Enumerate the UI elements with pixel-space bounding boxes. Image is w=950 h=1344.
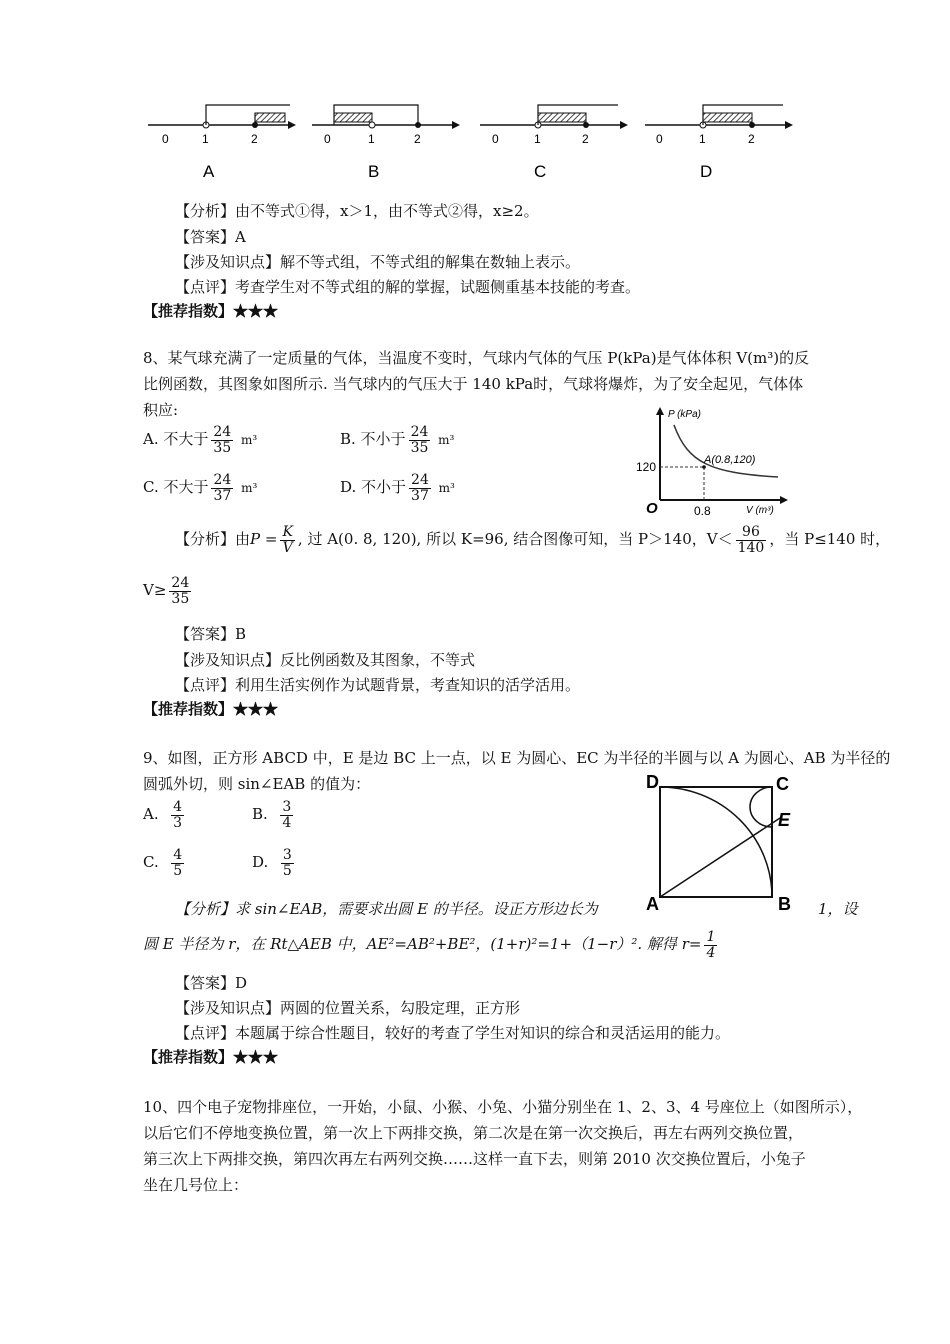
q9-analysis-part2: 1，设 bbox=[818, 900, 858, 918]
q8-answer: 【答案】B bbox=[175, 625, 247, 643]
q10-stem-line4: 坐在几号位上： bbox=[143, 1176, 249, 1194]
q8-rating: 【推荐指数】★★★ bbox=[143, 700, 279, 718]
q9-stem-line1: 9、如图，正方形 ABCD 中，E 是边 BC 上一点，以 E 为圆心、EC 为半径的半圆与以 A 为圆心、AB 为半径的 bbox=[143, 749, 891, 767]
frac-num: 24 bbox=[171, 575, 190, 591]
frac-den: 37 bbox=[213, 487, 232, 504]
number-line-d bbox=[645, 105, 793, 181]
q7-answer: 【答案】A bbox=[175, 228, 246, 246]
q9-knowledge: 【涉及知识点】两圆的位置关系，勾股定理，正方形 bbox=[175, 999, 521, 1017]
option-prefix: B. bbox=[252, 805, 268, 824]
q9-answer: 【答案】D bbox=[175, 974, 248, 992]
frac-num: 4 bbox=[173, 799, 183, 815]
analysis-text: , 过 A(0. 8, 120), 所以 K=96, 结合图像可知，当 P＞140，V＜ bbox=[297, 530, 733, 549]
q8-knowledge: 【涉及知识点】反比例函数及其图象，不等式 bbox=[175, 651, 476, 669]
frac-num: 1 bbox=[706, 929, 716, 945]
tick-1: 1 bbox=[202, 132, 209, 146]
q8-option-c[interactable] bbox=[143, 473, 257, 503]
q8-option-b[interactable] bbox=[340, 425, 454, 455]
option-label-d: D bbox=[700, 162, 713, 181]
number-line-a bbox=[148, 105, 296, 181]
unit: m³ bbox=[438, 433, 455, 448]
q8-analysis-cont bbox=[143, 576, 194, 606]
label-c: C bbox=[776, 774, 789, 794]
option-prefix: A. 不大于 bbox=[143, 430, 209, 449]
x-axis-label: V (m³) bbox=[746, 505, 774, 516]
frac-den: 4 bbox=[282, 814, 292, 831]
q9-option-c[interactable] bbox=[143, 848, 187, 878]
option-prefix: D. bbox=[252, 853, 269, 872]
frac-num: 3 bbox=[282, 847, 292, 863]
unit: m³ bbox=[241, 481, 258, 496]
q9-option-d[interactable] bbox=[252, 848, 297, 878]
square bbox=[660, 787, 772, 897]
tick-2: 2 bbox=[748, 132, 755, 146]
tick-0: 0 bbox=[324, 132, 331, 146]
x-tick-label: 0.8 bbox=[694, 504, 711, 518]
q7-comment: 【点评】考查学生对不等式组的解的掌握，试题侧重基本技能的考查。 bbox=[175, 278, 641, 296]
q9-option-a[interactable] bbox=[143, 800, 187, 830]
tick-1: 1 bbox=[368, 132, 375, 146]
tick-0: 0 bbox=[162, 132, 169, 146]
frac-num: 24 bbox=[213, 424, 232, 440]
frac-den: 5 bbox=[173, 862, 183, 879]
option-prefix: C. 不大于 bbox=[143, 478, 209, 497]
q8-stem-line1: 8、某气球充满了一定质量的气体，当温度不变时，气球内气体的气压 P(kPa)是气体体积 V(m³)的反 bbox=[143, 349, 810, 367]
q8-analysis bbox=[175, 525, 890, 555]
unit: m³ bbox=[240, 433, 258, 448]
line-ae bbox=[660, 818, 780, 897]
number-line-b bbox=[312, 105, 460, 181]
q9-rating: 【推荐指数】★★★ bbox=[143, 1048, 279, 1066]
arc-a bbox=[660, 787, 772, 897]
option-label-c: C bbox=[534, 162, 547, 181]
label-a: A bbox=[646, 894, 659, 914]
frac-den: 4 bbox=[706, 944, 716, 961]
tick-1: 1 bbox=[699, 132, 706, 146]
frac-den: 35 bbox=[410, 439, 429, 456]
q10-stem-line1: 10、四个电子宠物排座位，一开始，小鼠、小猴、小兔、小猫分别坐在 1、2、3、4 号座位上（如图所示）， bbox=[143, 1098, 863, 1116]
q9-option-b[interactable] bbox=[252, 800, 296, 830]
y-tick-label: 120 bbox=[636, 460, 657, 474]
q10-stem-line2: 以后它们不停地变换位置，第一次上下两排交换，第二次是在第一次交换后，再左右两列交换位置， bbox=[143, 1124, 804, 1142]
frac-num: 24 bbox=[410, 424, 429, 440]
frac-den: 5 bbox=[282, 862, 292, 879]
tick-0: 0 bbox=[492, 132, 499, 146]
analysis-text: ，当 P≤140 时， bbox=[769, 530, 891, 549]
tick-2: 2 bbox=[414, 132, 421, 146]
frac-den: 37 bbox=[411, 487, 429, 504]
option-label-b: B bbox=[368, 162, 380, 181]
semicircle-e bbox=[750, 787, 772, 827]
unit: m³ bbox=[438, 481, 455, 496]
q8-stem-line3: 积应: bbox=[143, 401, 179, 419]
frac-den: 35 bbox=[171, 590, 190, 607]
analysis-prefix: 【分析】由 bbox=[175, 530, 251, 549]
frac-den: 3 bbox=[173, 814, 183, 831]
option-prefix: C. bbox=[143, 853, 159, 872]
frac-num: K bbox=[282, 524, 293, 540]
q9-stem-line2: 圆弧外切，则 sin∠EAB 的值为： bbox=[143, 775, 371, 793]
label-b: B bbox=[778, 894, 791, 914]
point-label: A(0.8,120) bbox=[704, 454, 756, 466]
frac-num: 4 bbox=[173, 847, 183, 863]
analysis-text: 圆 E 半径为 r，在 Rt△AEB 中，AE²=AB²+BE²，(1+r)²=1+（1−r）². 解得 r= bbox=[143, 935, 702, 954]
q8-option-d[interactable] bbox=[340, 473, 455, 503]
frac-den: 140 bbox=[737, 539, 765, 556]
origin-label: O bbox=[646, 500, 658, 517]
frac-num: 24 bbox=[411, 472, 429, 488]
label-d: D bbox=[646, 772, 659, 792]
tick-0: 0 bbox=[656, 132, 663, 146]
frac-num: 3 bbox=[282, 799, 292, 815]
frac-den: V bbox=[282, 539, 293, 556]
formula-p: P = bbox=[250, 530, 278, 549]
y-axis-label: P (kPa) bbox=[668, 409, 701, 420]
frac-den: 35 bbox=[213, 439, 232, 456]
q9-analysis-part1: 【分析】求 sin∠EAB，需要求出圆 E 的半径。设正方形边长为 bbox=[175, 900, 598, 918]
q8-option-a[interactable] bbox=[143, 425, 257, 455]
label-e: E bbox=[778, 810, 791, 830]
frac-num: 24 bbox=[213, 472, 232, 488]
analysis-text: V≥ bbox=[143, 581, 167, 600]
frac-num: 96 bbox=[736, 525, 767, 541]
option-prefix: B. 不小于 bbox=[340, 430, 406, 449]
q7-analysis: 【分析】由不等式①得，x＞1，由不等式②得，x≥2。 bbox=[175, 202, 539, 220]
q10-stem-line3: 第三次上下两排交换，第四次再左右两列交换……这样一直下去，则第 2010 次交换位置后，小兔子 bbox=[143, 1150, 806, 1168]
q9-analysis-cont bbox=[143, 930, 720, 960]
q8-comment: 【点评】利用生活实例作为试题背景，考查知识的活学活用。 bbox=[175, 676, 581, 694]
pressure-volume-graph bbox=[630, 405, 790, 520]
number-line-c bbox=[480, 105, 628, 181]
hyperbola-curve bbox=[674, 425, 778, 477]
option-label-a: A bbox=[203, 162, 215, 181]
q9-comment: 【点评】本题属于综合性题目，较好的考查了学生对知识的综合和灵活运用的能力。 bbox=[175, 1024, 731, 1042]
tick-1: 1 bbox=[534, 132, 541, 146]
q8-stem-line2: 比例函数，其图象如图所示. 当气球内的气压大于 140 kPa时，气球将爆炸，为了安全起见，气体体 bbox=[143, 375, 804, 393]
number-line-figure bbox=[140, 95, 800, 190]
option-prefix: D. 不小于 bbox=[340, 478, 407, 497]
tick-2: 2 bbox=[582, 132, 589, 146]
tick-2: 2 bbox=[251, 132, 258, 146]
square-abcd-figure bbox=[640, 772, 805, 917]
q7-rating: 【推荐指数】★★★ bbox=[143, 302, 279, 320]
option-prefix: A. bbox=[143, 805, 159, 824]
q7-knowledge: 【涉及知识点】解不等式组，不等式组的解集在数轴上表示。 bbox=[175, 253, 581, 271]
